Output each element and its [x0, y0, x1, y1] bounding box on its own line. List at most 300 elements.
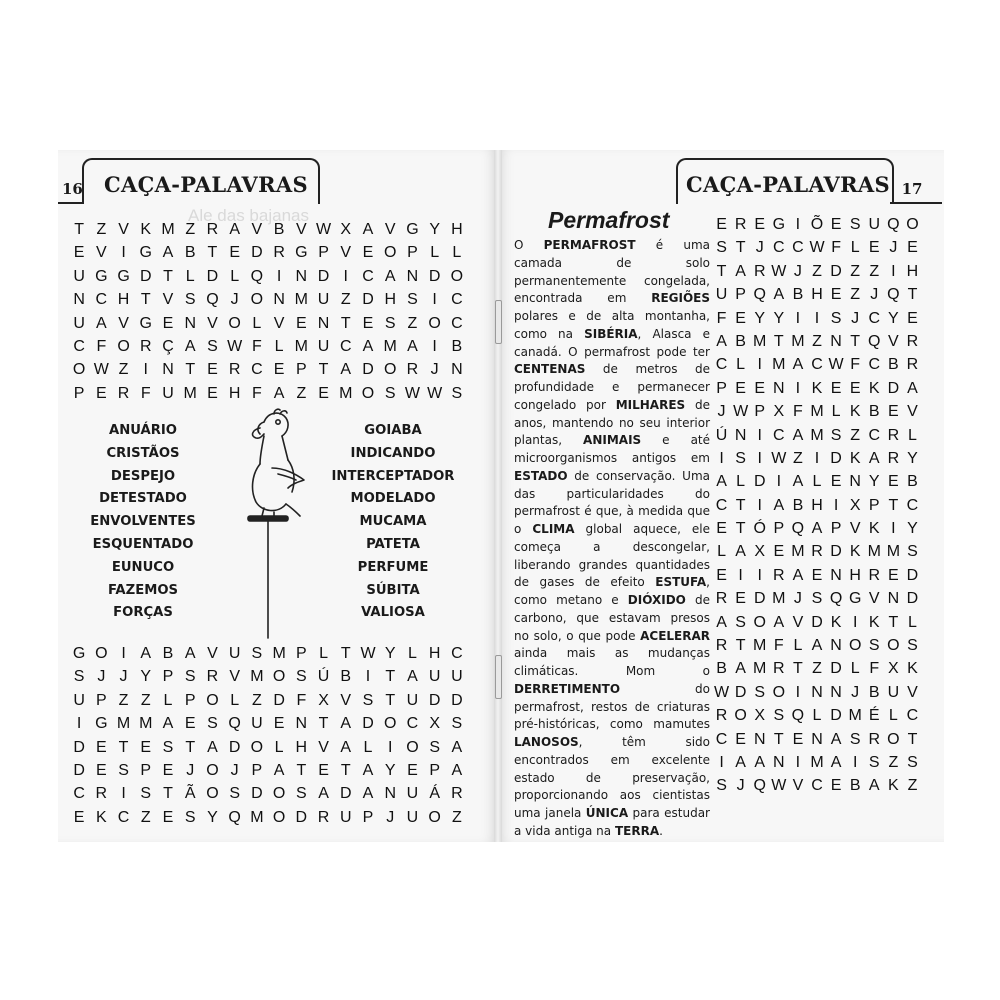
grid-letter: B: [716, 660, 727, 678]
grid-letter: L: [736, 356, 746, 374]
grid-letter: B: [735, 332, 746, 350]
grid-letter: I: [795, 683, 801, 701]
grid-letter: T: [773, 332, 784, 350]
keyword: REGIÕES: [651, 291, 710, 306]
grid-letter: C: [773, 426, 785, 444]
grid-letter: Z: [451, 808, 462, 826]
word-item: INDICANDO: [350, 445, 436, 461]
grid-letter: P: [295, 645, 307, 662]
word-search-grid-bottom: [68, 642, 468, 829]
grid-letter: P: [295, 361, 307, 379]
grid-letter: D: [753, 473, 766, 491]
grid-letter: E: [95, 384, 107, 402]
grid-letter: Q: [228, 715, 241, 733]
grid-letter: L: [850, 239, 860, 257]
grid-letter: D: [830, 543, 842, 561]
word-item: PERFUME: [357, 559, 429, 575]
grid-letter: T: [907, 286, 918, 304]
grid-letter: Z: [850, 426, 861, 444]
grid-letter: P: [773, 520, 785, 538]
grid-letter: H: [228, 384, 241, 402]
grid-letter: C: [73, 337, 85, 355]
grid-letter: W: [828, 356, 844, 374]
grid-letter: N: [830, 332, 842, 350]
grid-letter: D: [339, 785, 352, 803]
grid-letter: M: [272, 645, 286, 662]
keyword: SIBÉRIA: [584, 326, 638, 341]
grid-letter: E: [273, 361, 285, 379]
grid-letter: A: [384, 267, 396, 285]
grid-letter: O: [406, 738, 419, 756]
grid-letter: J: [793, 590, 802, 608]
grid-letter: T: [773, 730, 784, 748]
grid-letter: X: [849, 496, 861, 514]
keyword: ESTUFA: [655, 575, 707, 590]
grid-letter: I: [432, 337, 437, 355]
grid-letter: L: [717, 543, 726, 561]
grid-letter: I: [833, 496, 839, 514]
grid-letter: C: [811, 356, 823, 374]
grid-letter: I: [121, 645, 126, 662]
grid-letter: X: [318, 691, 329, 709]
keyword: DIÓXIDO: [627, 593, 686, 607]
grid-letter: N: [773, 379, 785, 397]
grid-letter: N: [273, 291, 285, 309]
grid-letter: D: [362, 291, 374, 309]
grid-letter: B: [907, 473, 918, 491]
word-list-right: [326, 420, 460, 625]
grid-letter: C: [868, 309, 881, 327]
grid-letter: P: [318, 244, 329, 262]
grid-letter: K: [868, 379, 880, 397]
grid-letter: Z: [96, 221, 107, 238]
grid-letter: U: [428, 668, 441, 686]
grid-letter: T: [735, 496, 746, 514]
grid-letter: F: [773, 637, 784, 655]
grid-letter: W: [809, 239, 825, 257]
grid-letter: M: [791, 543, 805, 561]
grid-letter: A: [273, 761, 285, 779]
word-search-grid-top: [68, 218, 468, 405]
grid-letter: V: [273, 314, 285, 332]
grid-letter: P: [830, 520, 842, 538]
grid-letter: Y: [384, 645, 396, 662]
grid-letter: S: [295, 668, 307, 686]
grid-letter: T: [296, 761, 307, 779]
grid-letter: I: [343, 267, 348, 285]
grid-letter: P: [95, 691, 107, 709]
grid-letter: Y: [888, 309, 899, 327]
grid-letter: Õ: [810, 216, 824, 233]
grid-letter: N: [830, 566, 842, 584]
grid-letter: P: [184, 691, 196, 709]
grid-letter: I: [776, 473, 782, 491]
grid-letter: V: [318, 738, 329, 756]
grid-letter: E: [229, 244, 240, 262]
grid-letter: S: [229, 785, 240, 803]
grid-letter: I: [719, 753, 724, 771]
grid-letter: B: [340, 668, 352, 686]
grid-letter: L: [736, 473, 746, 491]
grid-letter: L: [230, 267, 240, 285]
keyword: ACELERAR: [640, 628, 710, 643]
grid-letter: B: [888, 356, 899, 374]
grid-letter: K: [868, 613, 880, 631]
keyword: ESTADO: [514, 468, 568, 483]
grid-letter: V: [907, 683, 918, 701]
grid-letter: B: [792, 286, 804, 304]
grid-letter: S: [830, 426, 842, 444]
grid-letter: M: [810, 426, 824, 444]
grid-letter: Y: [773, 309, 785, 327]
grid-letter: F: [140, 384, 151, 402]
grid-letter: W: [733, 403, 749, 421]
grid-letter: B: [868, 403, 880, 421]
grid-letter: Ã: [184, 785, 196, 803]
grid-letter: V: [118, 314, 129, 332]
grid-letter: D: [734, 683, 747, 701]
grid-letter: E: [362, 314, 374, 332]
grid-letter: V: [340, 244, 352, 262]
grid-letter: Q: [791, 707, 805, 725]
grid-letter: T: [318, 715, 329, 733]
grid-letter: E: [716, 520, 727, 538]
grid-letter: S: [907, 543, 918, 561]
grid-letter: M: [116, 715, 131, 733]
word-item: SÚBITA: [366, 582, 420, 598]
grid-letter: O: [272, 808, 286, 826]
grid-letter: T: [118, 738, 129, 756]
grid-letter: W: [360, 645, 376, 662]
grid-letter: P: [429, 761, 440, 779]
grid-letter: B: [792, 496, 804, 514]
keyword: MILHARES: [615, 397, 686, 412]
grid-letter: V: [888, 332, 899, 350]
grid-letter: S: [907, 753, 918, 771]
grid-letter: O: [734, 707, 747, 725]
grid-letter: A: [735, 543, 746, 561]
grid-letter: F: [96, 337, 107, 355]
grid-letter: E: [140, 738, 152, 756]
grid-letter: X: [340, 221, 352, 238]
grid-letter: H: [849, 566, 861, 584]
grid-letter: V: [162, 291, 174, 309]
grid-letter: D: [139, 267, 152, 285]
grid-letter: D: [251, 244, 263, 262]
grid-letter: O: [428, 808, 441, 826]
grid-letter: Ç: [162, 337, 174, 355]
grid-letter: E: [792, 730, 804, 748]
grid-letter: V: [792, 777, 804, 795]
grid-letter: F: [793, 403, 803, 421]
grid-letter: S: [184, 291, 196, 309]
grid-letter: J: [430, 361, 439, 379]
grid-letter: L: [908, 613, 917, 631]
grid-letter: D: [428, 691, 441, 709]
grid-letter: N: [849, 473, 861, 491]
grid-letter: M: [183, 384, 197, 402]
grid-letter: J: [230, 761, 239, 779]
grid-letter: O: [250, 738, 264, 756]
grid-letter: A: [162, 715, 174, 733]
grid-letter: D: [362, 715, 374, 733]
grid-letter: E: [716, 566, 727, 584]
grid-letter: Q: [250, 267, 264, 285]
grid-letter: S: [735, 613, 746, 631]
grid-letter: U: [251, 715, 263, 733]
grid-letter: O: [887, 637, 900, 655]
word-item: DETESTADO: [99, 491, 187, 507]
grid-letter: J: [755, 239, 764, 257]
grid-letter: D: [206, 267, 219, 285]
grid-letter: Y: [429, 221, 440, 238]
word-item: PATETA: [366, 536, 420, 552]
grid-letter: A: [773, 613, 785, 631]
grid-letter: I: [795, 379, 801, 397]
grid-letter: R: [206, 221, 219, 238]
grid-letter: E: [773, 543, 785, 561]
grid-letter: P: [362, 808, 374, 826]
grid-letter: A: [451, 738, 463, 756]
grid-letter: Q: [206, 291, 219, 309]
grid-letter: I: [387, 738, 393, 756]
grid-letter: L: [831, 403, 841, 421]
grid-letter: V: [849, 520, 861, 538]
grid-letter: R: [273, 244, 285, 262]
grid-letter: E: [830, 286, 842, 304]
grid-letter: R: [715, 590, 728, 608]
grid-letter: I: [121, 785, 126, 803]
grid-letter: V: [340, 691, 352, 709]
grid-letter: S: [295, 785, 307, 803]
grid-letter: E: [295, 314, 307, 332]
grid-letter: I: [76, 715, 82, 733]
grid-letter: P: [73, 384, 85, 402]
grid-letter: A: [340, 361, 352, 379]
grid-letter: J: [97, 668, 106, 686]
word-item: GOIABA: [364, 423, 422, 438]
grid-letter: A: [792, 473, 804, 491]
grid-letter: E: [73, 244, 85, 262]
grid-letter: A: [362, 337, 374, 355]
grid-letter: C: [868, 356, 881, 374]
grid-letter: A: [184, 337, 196, 355]
grid-letter: F: [716, 309, 727, 327]
grid-letter: L: [430, 244, 440, 262]
grid-letter: M: [753, 637, 767, 655]
grid-letter: C: [339, 337, 352, 355]
grid-letter: A: [716, 613, 727, 631]
grid-letter: M: [139, 715, 153, 733]
grid-letter: A: [407, 337, 418, 355]
grid-letter: R: [228, 361, 241, 379]
grid-letter: S: [384, 384, 396, 402]
grid-letter: Z: [812, 332, 822, 350]
grid-letter: E: [73, 808, 85, 826]
word-item: INTERCEPTADOR: [331, 468, 455, 484]
grid-letter: A: [362, 761, 374, 779]
grid-letter: A: [830, 753, 842, 771]
grid-letter: C: [451, 291, 463, 309]
word-item: VALIOSA: [361, 605, 425, 621]
grid-letter: C: [362, 267, 374, 285]
grid-letter: Q: [228, 808, 241, 826]
grid-letter: W: [404, 384, 420, 402]
grid-letter: O: [206, 691, 219, 709]
grid-letter: J: [851, 309, 860, 327]
grid-letter: O: [383, 244, 397, 262]
grid-letter: L: [850, 660, 860, 678]
grid-letter: Z: [907, 777, 918, 795]
grid-letter: I: [738, 566, 743, 584]
grid-letter: R: [773, 566, 785, 584]
grid-letter: G: [848, 590, 862, 608]
grid-letter: C: [792, 239, 804, 257]
grid-letter: R: [734, 216, 747, 233]
word-list-left: [78, 420, 208, 625]
grid-letter: R: [773, 660, 785, 678]
grid-letter: A: [318, 785, 329, 803]
grid-letter: M: [810, 753, 824, 771]
grid-letter: X: [754, 707, 766, 725]
word-item: CRISTÃOS: [106, 445, 180, 461]
grid-letter: C: [73, 785, 85, 803]
grid-letter: M: [886, 543, 901, 561]
grid-letter: P: [735, 286, 746, 304]
grid-letter: E: [318, 384, 329, 402]
grid-letter: E: [888, 566, 899, 584]
grid-letter: R: [139, 337, 152, 355]
grid-letter: L: [319, 645, 328, 662]
grid-letter: T: [793, 660, 803, 678]
grid-letter: H: [906, 262, 919, 280]
grid-letter: X: [773, 403, 785, 421]
grid-letter: N: [406, 267, 419, 285]
grid-letter: Y: [754, 309, 766, 327]
grid-letter: S: [73, 668, 85, 686]
grid-letter: T: [385, 691, 396, 709]
grid-letter: V: [95, 244, 107, 262]
grid-letter: R: [317, 808, 330, 826]
grid-letter: Z: [812, 660, 822, 678]
grid-letter: T: [716, 262, 727, 280]
grid-letter: M: [791, 332, 805, 350]
grid-letter: H: [811, 286, 823, 304]
grid-letter: G: [139, 314, 152, 332]
grid-letter: Q: [791, 520, 805, 538]
grid-letter: D: [906, 566, 919, 584]
word-item: DESPEJO: [110, 468, 176, 484]
grid-letter: A: [716, 473, 727, 491]
grid-letter: L: [908, 426, 917, 444]
staple-bottom: [495, 655, 502, 699]
grid-letter: Q: [753, 286, 766, 304]
grid-letter: J: [186, 761, 195, 779]
grid-letter: O: [450, 267, 464, 285]
grid-letter: A: [716, 332, 727, 350]
grid-letter: D: [830, 660, 842, 678]
grid-letter: V: [229, 668, 240, 686]
grid-letter: N: [73, 291, 85, 309]
grid-letter: E: [849, 379, 861, 397]
grid-letter: Ú: [715, 426, 728, 444]
grid-letter: O: [206, 785, 219, 803]
grid-letter: T: [735, 637, 746, 655]
grid-letter: E: [273, 715, 285, 733]
grid-letter: C: [715, 496, 728, 514]
grid-letter: M: [294, 291, 308, 309]
grid-letter: Y: [907, 520, 918, 538]
grid-letter: N: [830, 637, 842, 655]
grid-letter: E: [888, 403, 899, 421]
grid-letter: K: [830, 613, 842, 631]
grid-letter: S: [849, 730, 861, 748]
word-item: ENVOLVENTES: [90, 514, 196, 530]
grid-letter: I: [814, 449, 820, 467]
grid-letter: S: [451, 715, 463, 733]
grid-letter: U: [451, 668, 463, 686]
grid-letter: R: [715, 707, 728, 725]
grid-letter: C: [906, 707, 919, 725]
grid-letter: E: [207, 384, 218, 402]
grid-letter: U: [317, 337, 330, 355]
grid-letter: D: [811, 613, 823, 631]
grid-letter: S: [716, 239, 727, 257]
grid-letter: G: [139, 244, 152, 262]
grid-letter: M: [161, 221, 175, 238]
grid-letter: P: [407, 244, 418, 262]
grid-letter: R: [753, 262, 766, 280]
grid-letter: N: [753, 730, 766, 748]
grid-letter: O: [428, 314, 441, 332]
grid-letter: T: [163, 785, 173, 803]
grid-letter: G: [406, 221, 419, 238]
grid-letter: T: [735, 239, 746, 257]
grid-letter: T: [888, 613, 899, 631]
grid-letter: J: [736, 777, 745, 795]
grid-letter: L: [793, 637, 803, 655]
grid-letter: S: [118, 761, 129, 779]
grid-letter: E: [95, 761, 107, 779]
grid-letter: E: [754, 216, 766, 233]
grid-letter: D: [830, 449, 842, 467]
grid-letter: N: [384, 785, 396, 803]
grid-letter: U: [73, 314, 85, 332]
article-body: O PERMAFROST é uma camada de solo permanentemente congelada, encontrada em REGIÕES polares e de alta montanha, como na SIBÉRIA, Alasca e canadá. O permafrost pode ter CENTENAS de metros de profundidade e permanecer congelado por MILHARES de anos, mantendo no seu interior plantas, ANIMAIS e até microorganismos antigos em ESTADO de conservação. Uma das particularidades do permafrost é que, à medida que o CLIMA global aquece, ele começa a descongelar, liberando grandes quantidades de gases de efeito ESTUFA, como metano e DIÓXIDO de carbono, que estavam presos no solo, o que pode ACELERAR ainda mais as mudanças climáticas. Mom o DERRETIMENTO do permafrost, restos de criaturas pré-históricas, como mamutes LANOSOS, têm sido encontrados em excelente estado de preservação, proporcionando aos cientistas uma janela ÚNICA para estudar a vida antiga na TERRA.: [514, 238, 711, 838]
grid-letter: V: [295, 221, 307, 238]
grid-letter: Z: [296, 384, 307, 402]
grid-letter: H: [295, 738, 308, 756]
word-item: FAZEMOS: [107, 582, 179, 598]
grid-letter: T: [318, 361, 329, 379]
grid-letter: I: [121, 244, 126, 262]
grid-letter: T: [340, 761, 351, 779]
grid-letter: V: [207, 645, 218, 662]
grid-letter: L: [230, 691, 240, 709]
grid-letter: A: [868, 449, 880, 467]
grid-letter: T: [163, 267, 173, 285]
grid-letter: V: [384, 221, 396, 238]
grid-letter: T: [735, 520, 746, 538]
grid-letter: X: [429, 715, 440, 733]
grid-letter: M: [772, 356, 786, 374]
grid-letter: N: [887, 590, 900, 608]
grid-letter: Z: [185, 221, 196, 238]
grid-letter: A: [451, 761, 463, 779]
grid-letter: A: [735, 262, 746, 280]
grid-letter: K: [907, 660, 918, 678]
word-item: FORÇAS: [113, 605, 173, 621]
